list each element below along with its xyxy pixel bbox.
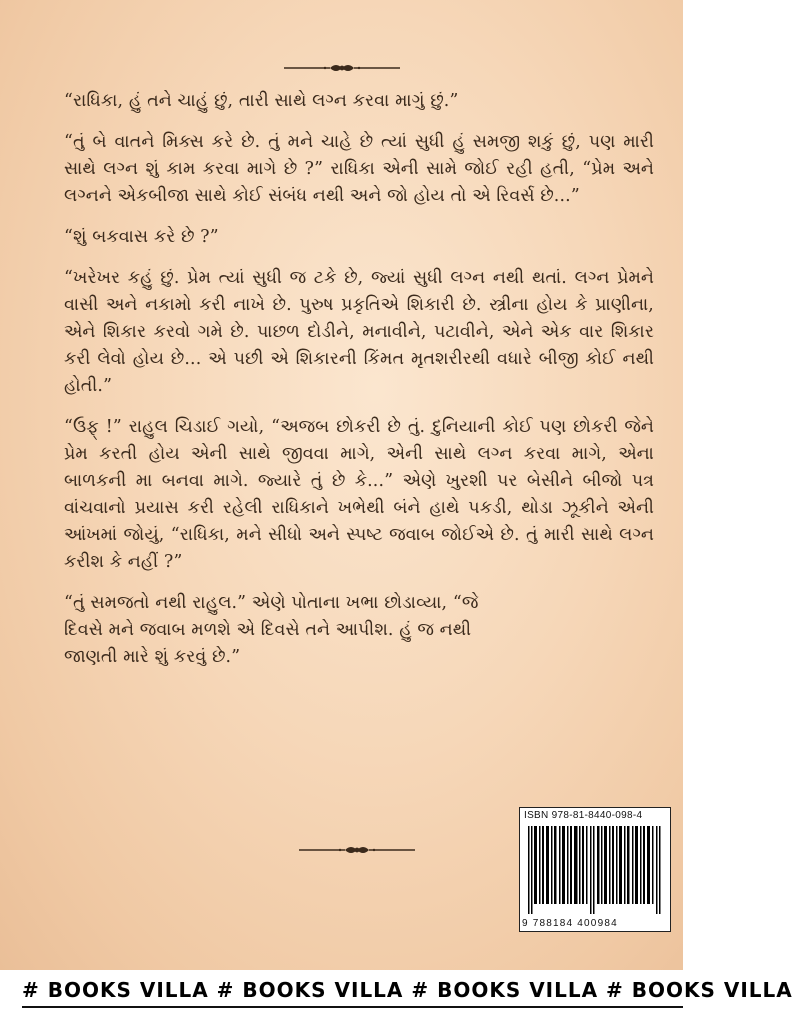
paragraph: “ખરેખર કહું છું. પ્રેમ ત્યાં સુધી જ ટકે છે, જ્યાં સુધી લગ્ન નથી થતાં. લગ્ન પ્રેમને વાસી અને નકામો કરી નાખે છે. પુરુષ પ્રકૃતિએ શિકારી છે. સ્ત્રીના હોય કે પ્રાણીના, એને શિકાર કરવો ગમે છે. પાછળ દોડીને, મનાવીને, પટાવીને, એને એક વાર શિકાર કરી લેવો હોય છે... એ પછી એ શિકારની કિંમત મૃતશરીરથી વધારે બીજી કોઈ નથી હોતી.” xyxy=(64,268,654,396)
isbn-barcode xyxy=(519,807,671,932)
banner-text: # BOOKS VILLA # BOOKS VILLA # BOOKS VILLA # BOOKS VILLA xyxy=(22,978,793,1002)
paragraph: “તું બે વાતને મિક્સ કરે છે. તું મને ચાહે છે ત્યાં સુધી હું સમજી શકું છું, પણ મારી સાથે લગ્ન શું કામ કરવા માગે છે ?” રાધિકા એની સામે જોઈ રહી હતી, “પ્રેમ અને લગ્નને એકબીજા સાથે કોઈ સંબંધ નથી અને જો હોય તો એ રિવર્સ છે...” xyxy=(64,132,654,206)
story-excerpt xyxy=(64,88,654,685)
ean-digits: 9 788184 400984 xyxy=(522,918,618,929)
ornament-divider-icon xyxy=(297,843,417,857)
paragraph: “શું બકવાસ કરે છે ?” xyxy=(64,227,219,247)
paragraph: “ઉફ્ !” રાહુલ ચિડાઈ ગયો, “અજબ છોકરી છે તું. દુનિયાની કોઈ પણ છોકરી જેને પ્રેમ કરતી હોય એની સાથે જીવવા માગે, એની સાથે લગ્ન કરવા માગે, એના બાળકની મા બનવા માગે. જ્યારે તું છે કે...” એણે ખુરશી પર બેસીને બીજો પત્ર વાંચવાનો પ્રયાસ કરી રહેલી રાધિકાને ખભેથી બંને હાથે પકડી, થોડા ઝૂકીને એની આંખમાં જોયું, “રાધિકા, મને સીધો અને સ્પષ્ટ જવાબ જોઈએ છે. તું મારી સાથે લગ્ન કરીશ કે નહીં ?” xyxy=(64,417,654,572)
barcode-bars-icon xyxy=(526,826,664,914)
watermark-banner xyxy=(0,970,793,1024)
ornament-divider-icon xyxy=(282,61,402,75)
isbn-label: ISBN 978-81-8440-098-4 xyxy=(524,810,643,821)
paragraph: “રાધિકા, હું તને ચાહું છું, તારી સાથે લગ્ન કરવા માગું છું.” xyxy=(64,91,459,111)
banner-underline xyxy=(22,1006,683,1008)
paragraph: “તું સમજતો નથી રાહુલ.” એણે પોતાના ખભા છોડાવ્યા, “જે દિવસે મને જવાબ મળશે એ દિવસે તને આપીશ. હું જ નથી જાણતી મારે શું કરવું છે.” xyxy=(64,593,479,667)
